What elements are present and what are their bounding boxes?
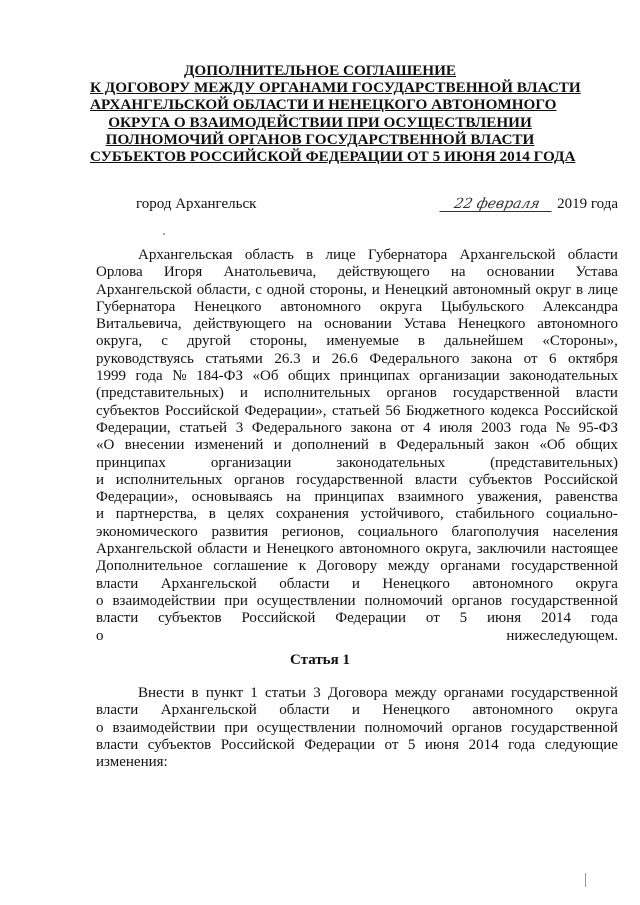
text-line: о взаимодействии при осуществлении полномочий органов государственной [96, 719, 618, 736]
handwritten-date: 22 февраля [440, 197, 555, 212]
text-line: власти Архангельской области и Ненецкого автономного округа [96, 575, 618, 592]
text-line: Дополнительное соглашение к Договору между органами государственной [96, 558, 618, 575]
text-line: округа, с другой стороны, именуемые в дальнейшем «Стороны», [96, 333, 618, 350]
text-line: «О внесении изменений и дополнений в Федеральный закон «Об общих [96, 437, 618, 454]
text-line: о взаимодействии при осуществлении полномочий органов государственной [96, 592, 618, 609]
text-line: о нижеследующем. [96, 627, 618, 644]
scan-speck [163, 233, 165, 235]
text-line: изменения: [96, 754, 168, 771]
text-line: 1999 года № 184-ФЗ «Об общих принципах организации законодательных [96, 368, 618, 385]
text-line: Внести в пункт 1 статьи 3 Договора между органами государственной [138, 685, 618, 701]
text-line: власти субъектов Российской Федерации от 5 июня 2014 года [96, 610, 618, 627]
text-line: Губернатора Ненецкого автономного округа Цыбульского Александра [96, 298, 618, 315]
title-line: СУБЪЕКТОВ РОССИЙСКОЙ ФЕДЕРАЦИИ ОТ 5 ИЮНЯ 2014 ГОДА [90, 148, 576, 166]
text-line: (представительных) и исполнительных органов государственной власти [96, 385, 618, 402]
text-line: экономического развития регионов, социального благополучия населения [96, 523, 618, 540]
title-line: ОКРУГА О ВЗАИМОДЕЙСТВИИ ПРИ ОСУЩЕСТВЛЕНИИ [108, 113, 532, 131]
title-line: К ДОГОВОРУ МЕЖДУ ОРГАНАМИ ГОСУДАРСТВЕННОЙ ВЛАСТИ [90, 79, 581, 97]
signing-date [441, 196, 618, 213]
text-line: Архангельской области, с одной стороны, и Ненецкий автономный округ в лице [96, 281, 618, 298]
title-line: АРХАНГЕЛЬСКОЙ ОБЛАСТИ И НЕНЕЦКОГО АВТОНОМНОГО [90, 96, 557, 114]
text-line: Витальевича, действующего на основании Устава Ненецкого автономного [96, 316, 618, 333]
text-line: власти Архангельской области и Ненецкого автономного округа [96, 702, 618, 719]
text-line: Архангельской области и Ненецкого автономного округа, заключили настоящее [96, 541, 618, 558]
text-line: Орлова Игоря Анатольевича, действующего на основании Устава [96, 264, 618, 281]
title-line: ДОПОЛНИТЕЛЬНОЕ СОГЛАШЕНИЕ [183, 62, 457, 79]
text-line: Архангельская область в лице Губернатора Архангельской области [138, 247, 618, 263]
text-line: субъектов Российской Федерации», статьей 56 Бюджетного кодекса Российской [96, 402, 618, 419]
text-line: принципах организации законодательных (представительных) [96, 454, 618, 471]
scan-mark [585, 873, 586, 887]
text-line: руководствуясь статьями 26.3 и 26.6 Федерального закона от 6 октября [96, 350, 618, 367]
article-1-paragraph [96, 685, 618, 771]
place-date-line [136, 196, 618, 216]
text-line: и исполнительных органов государственной власти субъектов Российской [96, 471, 618, 488]
preamble-paragraph [96, 247, 618, 645]
date-year: 2019 года [557, 196, 618, 212]
article-heading: Статья 1 [290, 652, 350, 668]
text-line: Федерации, статьей 3 Федерального закона от 4 июля 2003 года № 95-ФЗ [96, 419, 618, 436]
text-line: Федерации», основываясь на принципах взаимного уважения, равенства [96, 489, 618, 506]
city-name: город Архангельск [136, 196, 257, 212]
text-line: власти субъектов Российской Федерации от 5 июня 2014 года следующие [96, 736, 618, 753]
title-line: ПОЛНОМОЧИЙ ОРГАНОВ ГОСУДАРСТВЕННОЙ ВЛАСТИ [105, 130, 535, 148]
text-line: и партнерства, в целях сохранения устойчивого, стабильного социально- [96, 506, 618, 523]
document-title [90, 62, 581, 166]
